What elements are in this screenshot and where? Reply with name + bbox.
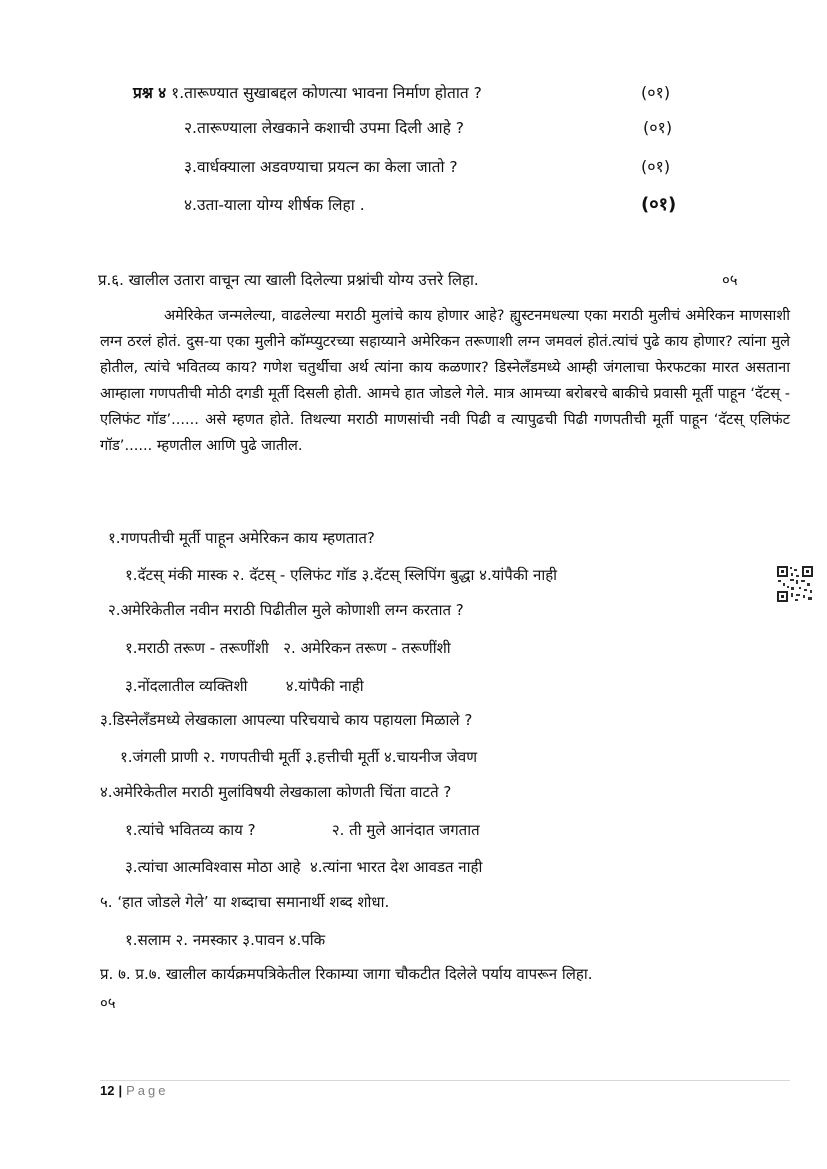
q4-item-1-text: १.तारूण्यात सुखाबद्दल कोणत्या भावना निर्माण होतात ? [171, 84, 482, 102]
q4-item-4: ४.उता-याला योग्य शीर्षक लिहा . [184, 196, 365, 214]
q6-passage-text: अमेरिकेत जन्मलेल्या, वाढलेल्या मराठी मुलांचे काय होणार आहे? ह्युस्टनमधल्या एका मराठी मुलीचं अमेरिकन माणसाशी लग्न ठरलं होतं. दुस-या एका मुलीने कॉम्प्युटरच्या सहाय्याने अमेरिकन तरूणाशी लग्न जमवलं होतं.त्यांचं पुढे काय होणार? त्यांना मुले होतील, त्यांचे भवितव्य काय? गणेश चतुर्थीचा अर्थ त्यांना काय कळणार? डिस्नेलँडमध्ये आम्ही जंगलाचा फेरफटका मारत असताना आम्हाला गणपतीची मोठी दगडी मूर्ती दिसली होती. आमचे हात जोडले गेले. मात्र आमच्या बरोबरचे बाकीचे प्रवासी मूर्ती पाहून ‘दॅटस् - एलिफंट गॉड’...... असे म्हणत होते. तिथल्या मराठी माणसांची नवी पिढी व त्यापुढची पिढी गणपतीची मूर्ती पाहून ‘दॅटस् एलिफंट गॉड’...... म्हणतील आणि पुढे जातील. [100, 307, 790, 454]
q4-item-3-marks: (०१) [641, 157, 671, 176]
q6-question-1: १.गणपतीची मूर्ती पाहून अमेरिकन काय म्हणतात? [108, 529, 375, 547]
q4-item-2: २.तारूण्याला लेखकाने कशाची उपमा दिली आहे ? [184, 119, 465, 137]
footer-divider [100, 1080, 790, 1081]
q4-item-2-marks: (०१) [643, 118, 673, 137]
q6-question-2-options-a: १.मराठी तरूण - तरूणींशी २. अमेरिकन तरूण - तरूणींशी [125, 639, 451, 657]
q7-heading: प्र. ७. प्र.७. खालील कार्यक्रमपत्रिकेतील रिकाम्या जागा चौकटीत दिलेले पर्याय वापरून लिहा. [100, 965, 593, 983]
q7-marks: ०५ [100, 994, 116, 1012]
page-label: Page [126, 1083, 169, 1098]
q6-heading: प्र.६. खालील उतारा वाचून त्या खाली दिलेल्या प्रश्नांची योग्य उत्तरे लिहा. [98, 271, 479, 289]
q6-question-3-options: १.जंगली प्राणी २. गणपतीची मूर्ती ३.हत्तीची मूर्ती ४.चायनीज जेवण [120, 748, 478, 766]
q6-question-4-options-a: १.त्यांचे भवितव्य काय ? २. ती मुले आनंदात जगतात [125, 821, 480, 839]
q6-question-2-options-b: ३.नोंदलातील व्यक्तिशी ४.यांपैकी नाही [125, 677, 364, 695]
page-footer [100, 1083, 168, 1098]
q4-item-1 [133, 83, 482, 103]
q6-question-3: ३.डिस्नेलँडमध्ये लेखकाला आपल्या परिचयाचे काय पहायला मिळाले ? [100, 711, 473, 729]
q4-label: प्रश्न ४ [133, 84, 167, 102]
q6-question-5-options: १.सलाम २. नमस्कार ३.पावन ४.पकि [125, 931, 326, 949]
q6-question-2: २.अमेरिकेतील नवीन मराठी पिढीतील मुले कोणाशी लग्न करतात ? [108, 601, 464, 619]
q6-passage [100, 303, 790, 459]
q6-marks: ०५ [722, 271, 738, 289]
q6-question-4-options-b: ३.त्यांचा आत्मविश्वास मोठा आहे ४.त्यांना भारत देश आवडत नाही [125, 858, 483, 876]
page-number: 12 [100, 1083, 115, 1098]
q6-question-1-options: १.दॅटस् मंकी मास्क २. दॅटस् - एलिफंट गॉड ३.दॅटस् स्लिपिंग बुद्धा ४.यांपैकी नाही [125, 566, 558, 584]
q4-item-3: ३.वार्धक्याला अडवण्याचा प्रयत्न का केला जातो ? [184, 158, 458, 176]
q6-question-4: ४.अमेरिकेतील मराठी मुलांविषयी लेखकाला कोणती चिंता वाटते ? [100, 783, 452, 801]
q4-item-4-marks: (०१) [641, 194, 677, 215]
footer-separator: | [118, 1083, 123, 1098]
q4-item-1-marks: (०१) [641, 83, 671, 102]
q6-question-5: ५. ‘हात जोडले गेले’ या शब्दाचा समानार्थी शब्द शोधा. [100, 893, 390, 911]
qr-code-icon [776, 565, 814, 603]
